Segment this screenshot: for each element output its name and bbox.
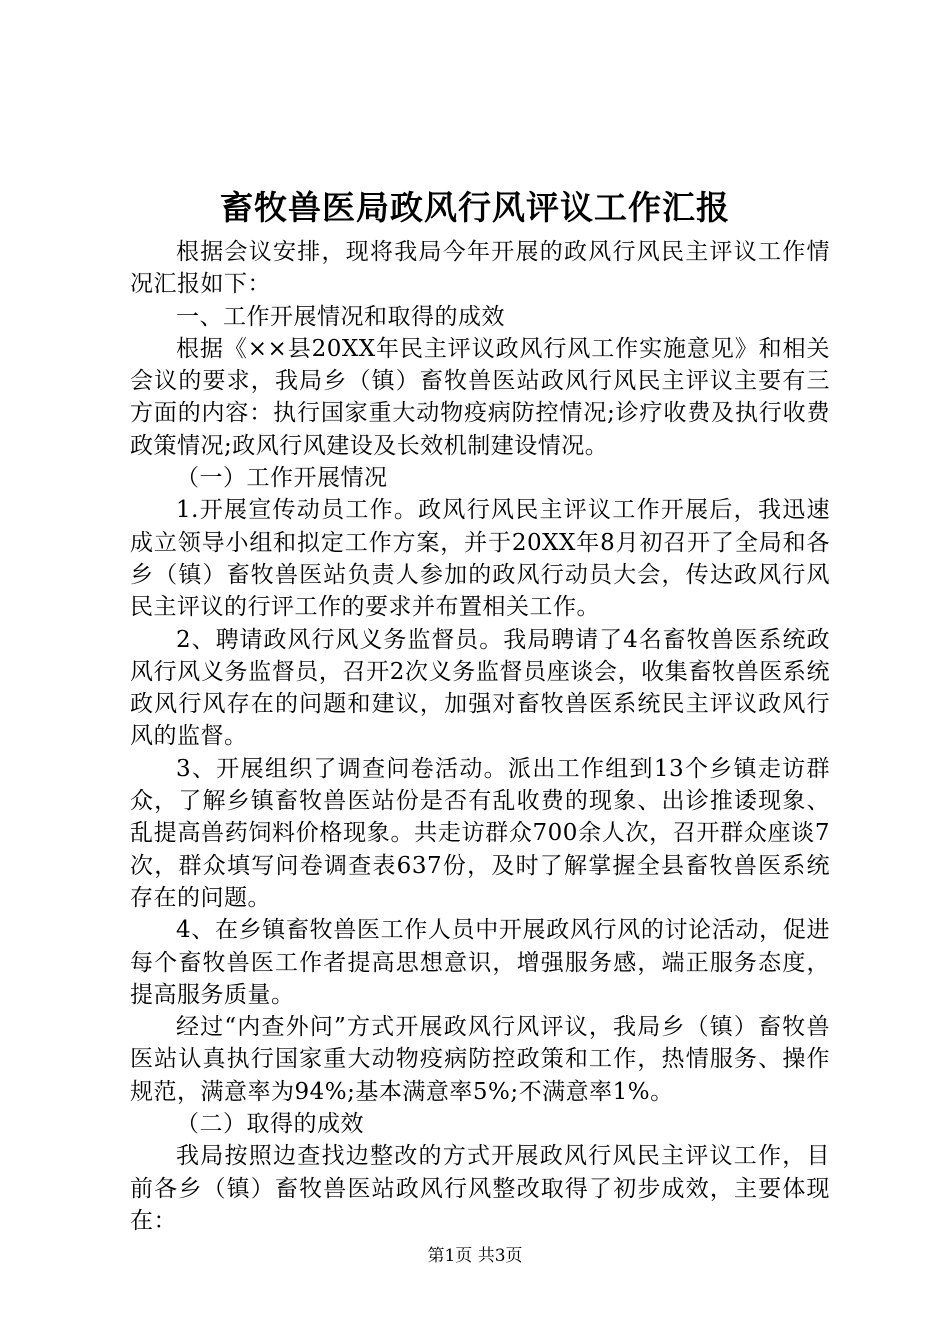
- paragraph-basis: 根据《××县20XX年民主评议政风行风工作实施意见》和相关会议的要求，我局乡（镇）畜牧兽医站政风行风民主评议主要有三方面的内容：执行国家重大动物疫病防控情况;诊疗收费及执行收费政策情况;政风行风建设及长效机制建设情况。: [130, 335, 830, 459]
- subsection-heading-2: （二）取得的成效: [176, 1111, 364, 1138]
- paragraph-item-3: 3、开展组织了调查问卷活动。派出工作组到13个乡镇走访群众，了解乡镇畜牧兽医站份是否有乱收费的现象、出诊推诿现象、乱提高兽药饲料价格现象。共走访群众700余人次，召开群众座谈7次，群众填写问卷调查表637份，及时了解掌握全县畜牧兽医系统存在的问题。: [130, 755, 830, 911]
- document-body: [130, 236, 830, 1237]
- paragraph-item-4: 4、在乡镇畜牧兽医工作人员中开展政风行风的讨论活动，促进每个畜牧兽医工作者提高思想意识，增强服务感，端正服务态度，提高服务质量。: [130, 917, 830, 1008]
- paragraph-intro: 根据会议安排，现将我局今年开展的政风行风民主评议工作情况汇报如下：: [130, 239, 830, 298]
- subsection-heading-1: （一）工作开展情况: [176, 465, 388, 492]
- section-heading-1: 一、工作开展情况和取得的成效: [176, 303, 505, 330]
- paragraph-satisfaction: 经过“内查外问”方式开展政风行风评议，我局乡（镇）畜牧兽医站认真执行国家重大动物疫病防控政策和工作，热情服务、操作规范，满意率为94%;基本满意率5%;不满意率1%。: [130, 1014, 830, 1105]
- paragraph-item-1: 1.开展宣传动员工作。政风行风民主评议工作开展后，我迅速成立领导小组和拟定工作方案，并于20XX年8月初召开了全局和各乡（镇）畜牧兽医站负责人参加的政风行动员大会，传达政风行风民主评议的行评工作的要求并布置相关工作。: [130, 497, 830, 621]
- document-title: 畜牧兽医局政风行风评议工作汇报: [220, 188, 730, 227]
- paragraph-item-2: 2、聘请政风行风义务监督员。我局聘请了4名畜牧兽医系统政风行风义务监督员，召开2次义务监督员座谈会，收集畜牧兽医系统政风行风存在的问题和建议，加强对畜牧兽医系统民主评议政风行风的监督。: [130, 626, 830, 750]
- page-footer: 第1页 共3页: [427, 1246, 523, 1266]
- paragraph-results: 我局按照边查找边整改的方式开展政风行风民主评议工作，目前各乡（镇）畜牧兽医站政风行风整改取得了初步成效，主要体现在：: [130, 1143, 830, 1234]
